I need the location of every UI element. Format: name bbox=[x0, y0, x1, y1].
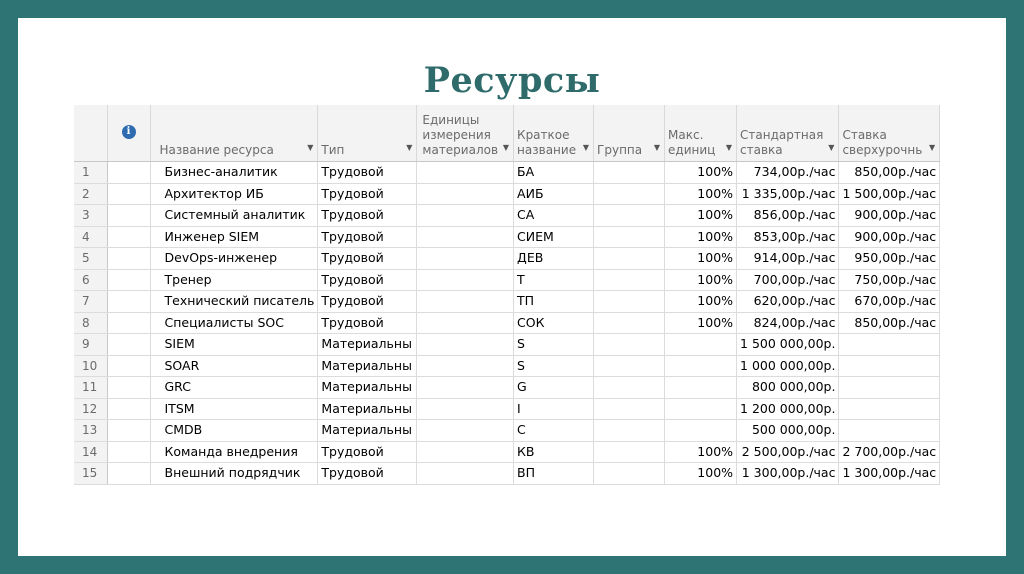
indicator-cell[interactable] bbox=[107, 312, 150, 334]
group-cell[interactable] bbox=[594, 205, 665, 227]
resource-name-cell[interactable]: ITSM bbox=[150, 398, 318, 420]
row-id-cell: 5 bbox=[74, 248, 107, 270]
dropdown-arrow-icon[interactable]: ▼ bbox=[502, 143, 510, 152]
material-units-cell[interactable] bbox=[417, 226, 514, 248]
row-id-cell: 1 bbox=[74, 162, 107, 184]
std-rate-cell[interactable]: 1 000 000,00р. bbox=[737, 355, 839, 377]
column-header-short-name[interactable]: Краткое название ▼ bbox=[514, 105, 594, 162]
resource-name-cell[interactable]: GRC bbox=[150, 377, 318, 399]
row-id-cell: 8 bbox=[74, 312, 107, 334]
max-units-cell[interactable]: 100% bbox=[665, 162, 737, 184]
resource-name-cell[interactable]: Системный аналитик bbox=[150, 205, 318, 227]
max-units-cell[interactable]: 100% bbox=[665, 463, 737, 485]
dropdown-arrow-icon[interactable]: ▼ bbox=[582, 143, 590, 152]
row-id-cell: 7 bbox=[74, 291, 107, 313]
table-row[interactable] bbox=[74, 398, 940, 420]
ovt-rate-cell[interactable]: 850,00р./час bbox=[839, 312, 940, 334]
resource-name-cell[interactable]: Тренер bbox=[150, 269, 318, 291]
std-rate-cell[interactable]: 824,00р./час bbox=[737, 312, 839, 334]
short-name-cell[interactable]: S bbox=[514, 355, 594, 377]
resource-type-cell[interactable]: Трудовой bbox=[318, 226, 417, 248]
group-cell[interactable] bbox=[594, 398, 665, 420]
indicator-cell[interactable] bbox=[107, 162, 150, 184]
indicator-cell[interactable] bbox=[107, 420, 150, 442]
ovt-rate-cell[interactable] bbox=[839, 355, 940, 377]
indicator-cell[interactable] bbox=[107, 248, 150, 270]
material-units-cell[interactable] bbox=[417, 420, 514, 442]
material-units-cell[interactable] bbox=[417, 205, 514, 227]
table-row[interactable] bbox=[74, 420, 940, 442]
column-header-ovt-rate[interactable]: Ставка сверхурочнь ▼ bbox=[839, 105, 940, 162]
row-id-cell: 9 bbox=[74, 334, 107, 356]
column-header-type[interactable]: Тип ▼ bbox=[318, 105, 417, 162]
short-name-cell[interactable]: ДЕВ bbox=[514, 248, 594, 270]
indicator-cell[interactable] bbox=[107, 398, 150, 420]
slide bbox=[18, 18, 1006, 556]
ovt-rate-cell[interactable] bbox=[839, 334, 940, 356]
row-id-cell: 14 bbox=[74, 441, 107, 463]
ovt-rate-cell[interactable]: 900,00р./час bbox=[839, 205, 940, 227]
group-cell[interactable] bbox=[594, 226, 665, 248]
column-header-max-units[interactable]: Макс. единиц ▼ bbox=[665, 105, 737, 162]
std-rate-cell[interactable]: 853,00р./час bbox=[737, 226, 839, 248]
short-name-cell[interactable]: КВ bbox=[514, 441, 594, 463]
material-units-cell[interactable] bbox=[417, 463, 514, 485]
row-id-cell: 6 bbox=[74, 269, 107, 291]
column-header-units[interactable]: Единицы измерения материалов ▼ bbox=[417, 105, 514, 162]
short-name-cell[interactable]: Т bbox=[514, 269, 594, 291]
table-row[interactable] bbox=[74, 226, 940, 248]
ovt-rate-cell[interactable]: 2 700,00р./час bbox=[839, 441, 940, 463]
resource-name-cell[interactable]: Технический писатель bbox=[150, 291, 318, 313]
resource-name-cell[interactable]: Внешний подрядчик bbox=[150, 463, 318, 485]
resource-sheet-table bbox=[74, 105, 940, 485]
resource-type-cell[interactable]: Материальны bbox=[318, 398, 417, 420]
resource-type-cell[interactable]: Трудовой bbox=[318, 205, 417, 227]
group-cell[interactable] bbox=[594, 291, 665, 313]
row-id-cell: 2 bbox=[74, 183, 107, 205]
short-name-cell[interactable]: ВП bbox=[514, 463, 594, 485]
short-name-cell[interactable]: АИБ bbox=[514, 183, 594, 205]
header-row bbox=[74, 105, 940, 162]
group-cell[interactable] bbox=[594, 248, 665, 270]
indicator-cell[interactable] bbox=[107, 183, 150, 205]
max-units-cell[interactable] bbox=[665, 420, 737, 442]
row-id-cell: 10 bbox=[74, 355, 107, 377]
group-cell[interactable] bbox=[594, 162, 665, 184]
group-cell[interactable] bbox=[594, 355, 665, 377]
table-row[interactable] bbox=[74, 269, 940, 291]
max-units-cell[interactable]: 100% bbox=[665, 291, 737, 313]
info-icon: i bbox=[122, 125, 136, 139]
resource-type-cell[interactable]: Трудовой bbox=[318, 162, 417, 184]
resource-type-cell[interactable]: Трудовой bbox=[318, 269, 417, 291]
resource-name-cell[interactable]: SOAR bbox=[150, 355, 318, 377]
group-cell[interactable] bbox=[594, 334, 665, 356]
short-name-cell[interactable]: БА bbox=[514, 162, 594, 184]
resource-name-cell[interactable]: DevOps-инженер bbox=[150, 248, 318, 270]
max-units-cell[interactable]: 100% bbox=[665, 269, 737, 291]
table-row[interactable] bbox=[74, 291, 940, 313]
max-units-cell[interactable]: 100% bbox=[665, 205, 737, 227]
material-units-cell[interactable] bbox=[417, 248, 514, 270]
material-units-cell[interactable] bbox=[417, 441, 514, 463]
ovt-rate-cell[interactable] bbox=[839, 398, 940, 420]
material-units-cell[interactable] bbox=[417, 183, 514, 205]
std-rate-cell[interactable]: 856,00р./час bbox=[737, 205, 839, 227]
dropdown-arrow-icon[interactable]: ▼ bbox=[725, 143, 733, 152]
indicator-cell[interactable] bbox=[107, 441, 150, 463]
std-rate-cell[interactable]: 914,00р./час bbox=[737, 248, 839, 270]
material-units-cell[interactable] bbox=[417, 334, 514, 356]
ovt-rate-cell[interactable]: 1 500,00р./час bbox=[839, 183, 940, 205]
indicator-cell[interactable] bbox=[107, 355, 150, 377]
dropdown-arrow-icon[interactable]: ▼ bbox=[929, 143, 936, 152]
short-name-cell[interactable]: СОК bbox=[514, 312, 594, 334]
table-row[interactable] bbox=[74, 162, 940, 184]
std-rate-cell[interactable]: 500 000,00р. bbox=[737, 420, 839, 442]
table-row[interactable] bbox=[74, 463, 940, 485]
material-units-cell[interactable] bbox=[417, 312, 514, 334]
resource-type-cell[interactable]: Трудовой bbox=[318, 183, 417, 205]
resource-type-cell[interactable]: Трудовой bbox=[318, 463, 417, 485]
indicators-header bbox=[107, 105, 150, 162]
indicator-cell[interactable] bbox=[107, 226, 150, 248]
resource-name-cell[interactable]: Команда внедрения bbox=[150, 441, 318, 463]
max-units-cell[interactable]: 100% bbox=[665, 441, 737, 463]
row-id-cell: 11 bbox=[74, 377, 107, 399]
resource-name-cell[interactable]: Архитектор ИБ bbox=[150, 183, 318, 205]
column-header-name[interactable]: Название ресурса ▼ bbox=[150, 105, 318, 162]
resource-type-cell[interactable]: Материальны bbox=[318, 355, 417, 377]
row-id-cell: 12 bbox=[74, 398, 107, 420]
ovt-rate-cell[interactable]: 1 300,00р./час bbox=[839, 463, 940, 485]
indicator-cell[interactable] bbox=[107, 269, 150, 291]
table-row[interactable] bbox=[74, 248, 940, 270]
row-id-header bbox=[74, 105, 107, 162]
material-units-cell[interactable] bbox=[417, 162, 514, 184]
group-cell[interactable] bbox=[594, 312, 665, 334]
resource-name-cell[interactable]: Специалисты SOC bbox=[150, 312, 318, 334]
max-units-cell[interactable]: 100% bbox=[665, 312, 737, 334]
row-id-cell: 3 bbox=[74, 205, 107, 227]
slide-title: Ресурсы bbox=[423, 60, 601, 101]
dropdown-arrow-icon[interactable]: ▼ bbox=[307, 143, 314, 152]
ovt-rate-cell[interactable] bbox=[839, 377, 940, 399]
ovt-rate-cell[interactable] bbox=[839, 420, 940, 442]
resource-type-cell[interactable]: Материальны bbox=[318, 377, 417, 399]
dropdown-arrow-icon[interactable]: ▼ bbox=[406, 143, 413, 152]
max-units-cell[interactable] bbox=[665, 377, 737, 399]
resource-type-cell[interactable]: Трудовой bbox=[318, 248, 417, 270]
std-rate-cell[interactable]: 1 200 000,00р. bbox=[737, 398, 839, 420]
std-rate-cell[interactable]: 1 500 000,00р. bbox=[737, 334, 839, 356]
table-row[interactable] bbox=[74, 355, 940, 377]
max-units-cell[interactable]: 100% bbox=[665, 248, 737, 270]
material-units-cell[interactable] bbox=[417, 377, 514, 399]
std-rate-cell[interactable]: 1 300,00р./час bbox=[737, 463, 839, 485]
max-units-cell[interactable] bbox=[665, 334, 737, 356]
resource-name-cell[interactable]: Бизнес-аналитик bbox=[150, 162, 318, 184]
group-cell[interactable] bbox=[594, 463, 665, 485]
table-row[interactable] bbox=[74, 183, 940, 205]
std-rate-cell[interactable]: 734,00р./час bbox=[737, 162, 839, 184]
short-name-cell[interactable]: СА bbox=[514, 205, 594, 227]
std-rate-cell[interactable]: 800 000,00р. bbox=[737, 377, 839, 399]
material-units-cell[interactable] bbox=[417, 398, 514, 420]
short-name-cell[interactable]: I bbox=[514, 398, 594, 420]
group-cell[interactable] bbox=[594, 183, 665, 205]
short-name-cell[interactable]: C bbox=[514, 420, 594, 442]
std-rate-cell[interactable]: 700,00р./час bbox=[737, 269, 839, 291]
max-units-cell[interactable]: 100% bbox=[665, 183, 737, 205]
std-rate-cell[interactable]: 2 500,00р./час bbox=[737, 441, 839, 463]
ovt-rate-cell[interactable]: 670,00р./час bbox=[839, 291, 940, 313]
resource-type-cell[interactable]: Материальны bbox=[318, 420, 417, 442]
resource-type-cell[interactable]: Материальны bbox=[318, 334, 417, 356]
group-cell[interactable] bbox=[594, 441, 665, 463]
material-units-cell[interactable] bbox=[417, 291, 514, 313]
indicator-cell[interactable] bbox=[107, 377, 150, 399]
indicator-cell[interactable] bbox=[107, 334, 150, 356]
dropdown-arrow-icon[interactable]: ▼ bbox=[828, 143, 835, 152]
ovt-rate-cell[interactable]: 900,00р./час bbox=[839, 226, 940, 248]
group-cell[interactable] bbox=[594, 420, 665, 442]
indicator-cell[interactable] bbox=[107, 291, 150, 313]
table-row[interactable] bbox=[74, 312, 940, 334]
ovt-rate-cell[interactable]: 950,00р./час bbox=[839, 248, 940, 270]
ovt-rate-cell[interactable]: 750,00р./час bbox=[839, 269, 940, 291]
max-units-cell[interactable] bbox=[665, 398, 737, 420]
row-id-cell: 13 bbox=[74, 420, 107, 442]
row-id-cell: 4 bbox=[74, 226, 107, 248]
resource-type-cell[interactable]: Трудовой bbox=[318, 441, 417, 463]
resource-name-cell[interactable]: Инженер SIEM bbox=[150, 226, 318, 248]
table-row[interactable] bbox=[74, 377, 940, 399]
short-name-cell[interactable]: G bbox=[514, 377, 594, 399]
max-units-cell[interactable]: 100% bbox=[665, 226, 737, 248]
std-rate-cell[interactable]: 620,00р./час bbox=[737, 291, 839, 313]
ovt-rate-cell[interactable]: 850,00р./час bbox=[839, 162, 940, 184]
row-id-cell: 15 bbox=[74, 463, 107, 485]
column-header-group[interactable]: Группа ▼ bbox=[594, 105, 665, 162]
column-header-std-rate[interactable]: Стандартная ставка ▼ bbox=[737, 105, 839, 162]
resource-name-cell[interactable]: SIEM bbox=[150, 334, 318, 356]
table-row[interactable] bbox=[74, 441, 940, 463]
table-row[interactable] bbox=[74, 205, 940, 227]
short-name-cell[interactable]: СИЕМ bbox=[514, 226, 594, 248]
std-rate-cell[interactable]: 1 335,00р./час bbox=[737, 183, 839, 205]
short-name-cell[interactable]: S bbox=[514, 334, 594, 356]
material-units-cell[interactable] bbox=[417, 355, 514, 377]
indicator-cell[interactable] bbox=[107, 205, 150, 227]
short-name-cell[interactable]: ТП bbox=[514, 291, 594, 313]
resource-name-cell[interactable]: CMDB bbox=[150, 420, 318, 442]
resource-type-cell[interactable]: Трудовой bbox=[318, 312, 417, 334]
table-row[interactable] bbox=[74, 334, 940, 356]
resource-type-cell[interactable]: Трудовой bbox=[318, 291, 417, 313]
dropdown-arrow-icon[interactable]: ▼ bbox=[653, 143, 661, 152]
group-cell[interactable] bbox=[594, 377, 665, 399]
max-units-cell[interactable] bbox=[665, 355, 737, 377]
material-units-cell[interactable] bbox=[417, 269, 514, 291]
indicator-cell[interactable] bbox=[107, 463, 150, 485]
group-cell[interactable] bbox=[594, 269, 665, 291]
